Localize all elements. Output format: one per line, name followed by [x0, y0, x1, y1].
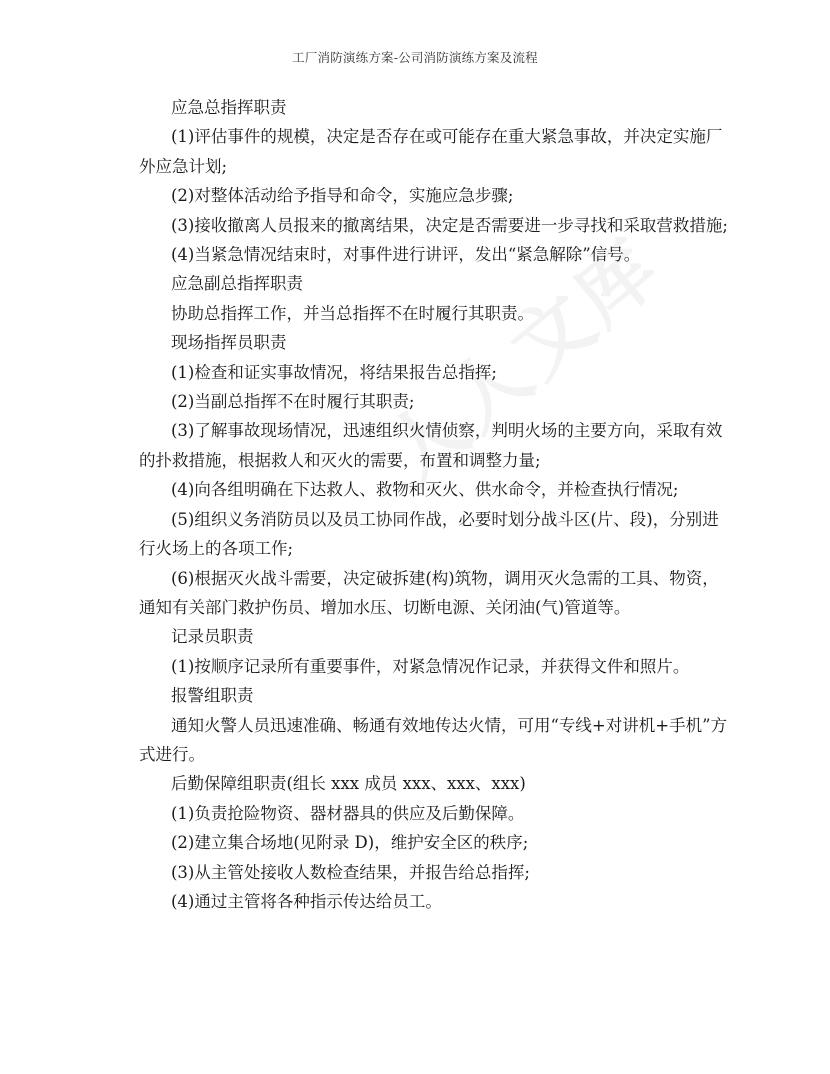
text-line: 应急总指挥职责 — [171, 98, 287, 117]
text-line: 协助总指挥工作，并当总指挥不在时履行其职责。 — [171, 303, 534, 323]
text-line: (3)接收撤离人员报来的撤离结果，决定是否需要进一步寻找和采取营救措施; — [171, 215, 728, 235]
text-line: 式进行。 — [139, 744, 205, 764]
text-line: (2)当副总指挥不在时履行其职责; — [171, 392, 415, 412]
text-line: (2)建立集合场地(见附录 D)，维护安全区的秩序; — [171, 833, 529, 853]
text-line: (4)通过主管将各种指示传达给员工。 — [171, 891, 442, 911]
text-line: (1)评估事件的规模，决定是否存在或可能存在重大紧急事故，并决定实施厂 — [171, 127, 723, 147]
document-body — [139, 93, 728, 916]
text-line: 的扑救措施，根据救人和灭火的需要，布置和调整力量; — [139, 450, 541, 470]
page-header: 工厂消防演练方案-公司消防演练方案及流程 — [292, 50, 538, 65]
text-line: 行火场上的各项工作; — [139, 539, 294, 559]
text-line: 记录员职责 — [171, 627, 254, 647]
text-line: (1)检查和证实事故情况，将结果报告总指挥; — [171, 362, 497, 382]
text-line: (4)当紧急情况结束时，对事件进行讲评，发出“紧急解除”信号。 — [171, 245, 641, 265]
text-line: (2)对整体活动给予指导和命令，实施应急步骤; — [171, 186, 514, 206]
text-line: (3)从主管处接收人数检查结果，并报告给总指挥; — [171, 862, 530, 882]
text-line: 现场指挥员职责 — [171, 333, 287, 353]
text-line: (5)组织义务消防员以及员工协同作战，必要时划分战斗区(片、段)，分别进 — [171, 509, 719, 529]
text-line: 外应急计划; — [139, 156, 228, 176]
text-line: (4)向各组明确在下达救人、救物和灭火、供水命令，并检查执行情况; — [171, 480, 679, 500]
text-line: 应急副总指挥职责 — [171, 274, 303, 294]
text-line: (1)按顺序记录所有重要事件，对紧急情况作记录，并获得文件和照片。 — [171, 656, 690, 676]
text-line: 报警组职责 — [171, 686, 254, 706]
text-line: 通知火警人员迅速准确、畅通有效地传达火情，可用“专线+对讲机+手机”方 — [171, 715, 728, 735]
text-line: (3)了解事故现场情况，迅速组织火情侦察，判明火场的主要方向，采取有效 — [171, 421, 723, 441]
text-line: 通知有关部门救护伤员、增加水压、切断电源、关闭油(气)管道等。 — [139, 597, 631, 617]
text-line: 后勤保障组职责(组长 xxx 成员 xxx、xxx、xxx) — [171, 774, 526, 794]
text-line: (1)负责抢险物资、器材器具的供应及后勤保障。 — [171, 803, 525, 823]
text-line: (6)根据灭火战斗需要，决定破拆建(构)筑物，调用灭火急需的工具、物资， — [171, 568, 719, 588]
